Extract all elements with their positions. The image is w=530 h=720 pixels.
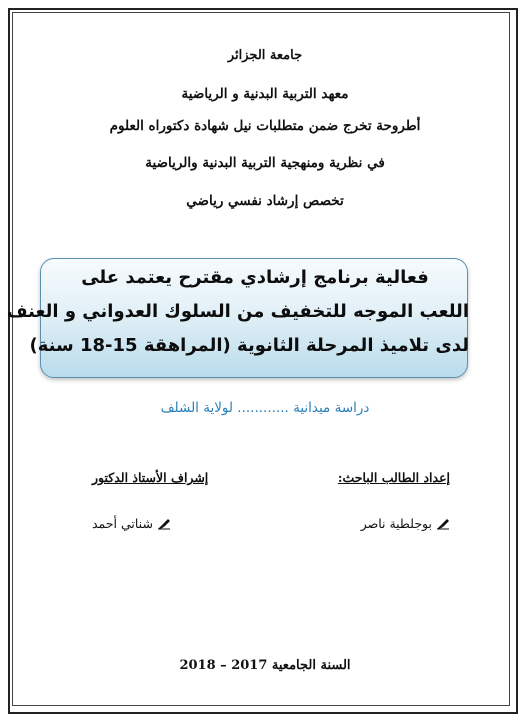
writing-hand-icon xyxy=(157,518,171,530)
study-subtitle: دراسة ميدانية ............ لولاية الشلف xyxy=(160,400,370,416)
thesis-description: أطروحة تخرج ضمن متطلبات نيل شهادة دكتوراه العلوم xyxy=(109,118,421,134)
field-of-study: في نظرية ومنهجية التربية البدنية والرياضية xyxy=(145,155,385,171)
supervisor-label: إشراف الأستاذ الدكتور xyxy=(92,470,209,485)
title-line-3: لدى تلاميذ المرحلة الثانوية (المراهقة 15-18 سنة) xyxy=(29,335,469,356)
title-line-1: فعالية برنامج إرشادي مقترح يعتمد على xyxy=(81,267,429,288)
student-name: بوجلطية ناصر xyxy=(360,516,432,531)
title-box xyxy=(6,258,469,378)
specialty: تخصص إرشاد نفسي رياضي xyxy=(186,193,344,209)
university-name: جامعة الجزائر xyxy=(227,48,303,63)
student-name-row xyxy=(361,516,450,531)
institute-name: معهد التربية البدنية و الرياضية xyxy=(181,86,349,102)
title-line-2: اللعب الموجه للتخفيف من السلوك العدواني و العنف xyxy=(6,301,469,322)
supervisor-name-row xyxy=(92,516,171,531)
supervisor-name: شناتي أحمد xyxy=(92,516,153,531)
academic-year: السنة الجامعية 2017 – 2018 xyxy=(179,658,351,673)
student-label: إعداد الطالب الباحث: xyxy=(337,470,450,485)
writing-hand-icon xyxy=(436,518,450,530)
